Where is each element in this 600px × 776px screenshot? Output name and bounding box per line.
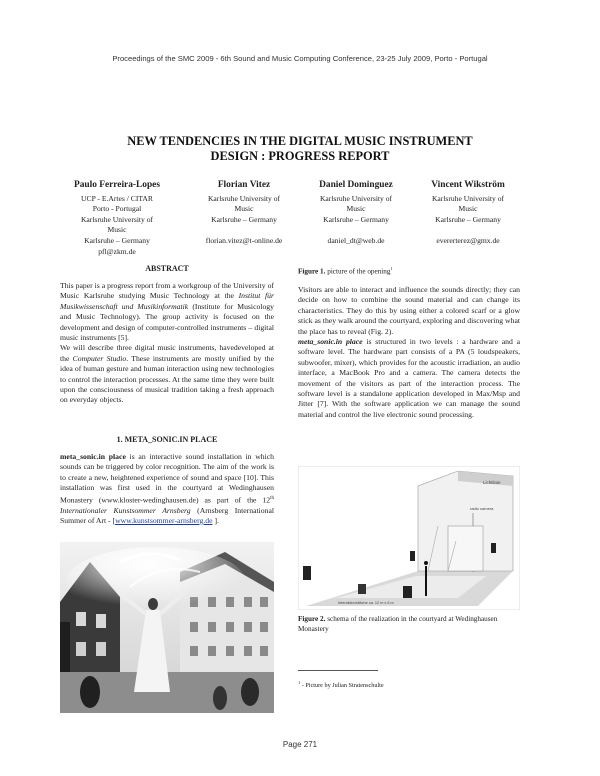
- author-affiliation: Music: [458, 204, 478, 214]
- diagram-label-top: Lichtlinie: [483, 480, 501, 485]
- author-affiliation: Porto - Portugal: [92, 204, 142, 214]
- footnote: $^1$ - Picture by Julian Stratenschulte: [298, 680, 384, 690]
- author-affiliation: Karlsruhe – Germany: [211, 214, 277, 224]
- author-name: Daniel Dominguez: [319, 180, 393, 190]
- right-paragraph-2: meta_sonic.in place is structured in two levels : a hardware and a software level. The hardware part consists of a PA (5 loudspeakers, subwoofer, mixer), which provides for the acoustic irradiation, an audio interface, a MacBook Pro and a camera. The camera detects the movement of the visitors as part of the interaction process. The software level is a standalone application developed in Max/Msp and Jitter [7]. With the software application we can manage the sound material and control the live electronic sound processing.: [298, 337, 521, 419]
- author-affiliation: Karlsruhe – Germany: [84, 235, 150, 245]
- author-affiliation: Karlsruhe – Germany: [435, 214, 501, 224]
- title-line-2: DESIGN : PROGRESS REPORT: [210, 149, 390, 163]
- diagram-label-mid: radio camera: [470, 506, 494, 511]
- abstract-paragraph-1: This paper is a progress report from a workgroup of the University of Music Karlsruhe studying Music Technology at the Institut für Musikwissenschaft und Musikinformatik (Institute for Musicology and Music Technology). The group activity is focused on the development and design of computer-controlled instruments – digital music instruments [5].: [60, 281, 274, 343]
- title-line-1: NEW TENDENCIES IN THE DIGITAL MUSIC INSTRUMENT: [127, 134, 473, 148]
- author-affiliation: Karlsruhe University of: [319, 193, 393, 203]
- figure-2-caption: Figure 2. schema of the realization in the courtyard at Wedinghausen Monastery: [298, 615, 498, 633]
- right-column-body: [298, 285, 520, 420]
- author-name: Paulo Ferreira-Lopes: [73, 180, 160, 190]
- abstract-heading: ABSTRACT: [145, 264, 189, 273]
- author-affiliation: UCP - E.Artes / CITAR: [81, 193, 153, 203]
- author-email: daniel_dt@web.de: [327, 235, 385, 245]
- author-4: [412, 180, 524, 247]
- diagram-label-bottom: Interaktionsfläche ca. 12 m x 6 m: [338, 601, 394, 605]
- author-affiliation: Karlsruhe University of: [207, 193, 281, 203]
- section-1-heading: 1. META_SONIC.IN PLACE: [116, 435, 218, 444]
- spacer: [300, 225, 412, 236]
- figure-2-diagram: [298, 466, 520, 610]
- author-affiliation: Music: [346, 204, 366, 214]
- author-2: [188, 180, 300, 247]
- author-email: evererterez@gmx.de: [436, 235, 500, 245]
- author-affiliation: Karlsruhe University of: [80, 214, 154, 224]
- author-affiliation: Karlsruhe – Germany: [323, 214, 389, 224]
- kunstsommer-link[interactable]: www.kunstsommer-arnsberg.de: [115, 516, 213, 525]
- figure-1-caption: Figure 1. picture of the opening$^1$: [298, 266, 393, 276]
- right-paragraph-1: Visitors are able to interact and influence the sounds directly; they can decide on how to combine the sound material and can change its characteristics. They do this by using either a colored scarf or a glow stick as they walk around the courtyard, exploring and discovering what the place has to reveal (Fig. 2).: [298, 285, 520, 336]
- section-1-body: [60, 452, 274, 526]
- author-email: pfl@zkm.de: [98, 246, 136, 256]
- author-affiliation: Karlsruhe University of: [431, 193, 505, 203]
- author-name: Florian Vitez: [217, 180, 271, 190]
- footnote-rule: [298, 670, 378, 671]
- author-1: [58, 180, 176, 257]
- author-email: florian.vitez@t-online.de: [205, 235, 283, 245]
- figure-1-photo: [60, 542, 274, 713]
- page-number: Page 271: [282, 740, 318, 749]
- author-name: Vincent Wikström: [431, 180, 505, 190]
- abstract-paragraph-2: We will describe three digital music instruments, havedeveloped at the Computer Studio. These instruments are mostly unified by the idea of human gesture and human interaction using new technologies to control the interaction processes. At the same time they were built upon the consciousness of musical tradition taking a fresh approach on everyday objects.: [60, 343, 274, 405]
- section-1-paragraph: meta_sonic.in place is an interactive sound installation in which sounds can be triggered by color recognition. The aim of the work is to create a new, heightened experience of sound and space [10]. This installation was first used in the courtyard at Wedinghausen Monastery (www.kloster-wedinghausen.de) as part of the 12th Internationaler Kunstsommer Arnsberg (Arnsberg International Summer of Art - [www.kunstsommer-arnsberg.de ].: [60, 452, 274, 525]
- author-3: [300, 180, 412, 247]
- author-affiliation: Music: [107, 225, 127, 235]
- paper-title: [0, 134, 600, 164]
- abstract-body: [60, 281, 274, 406]
- spacer: [188, 225, 300, 236]
- running-header: Proceedings of the SMC 2009 - 6th Sound and Music Computing Conference, 23-25 July 2009, Porto - Portugal: [112, 54, 488, 63]
- spacer: [412, 225, 524, 236]
- author-affiliation: Music: [234, 204, 254, 214]
